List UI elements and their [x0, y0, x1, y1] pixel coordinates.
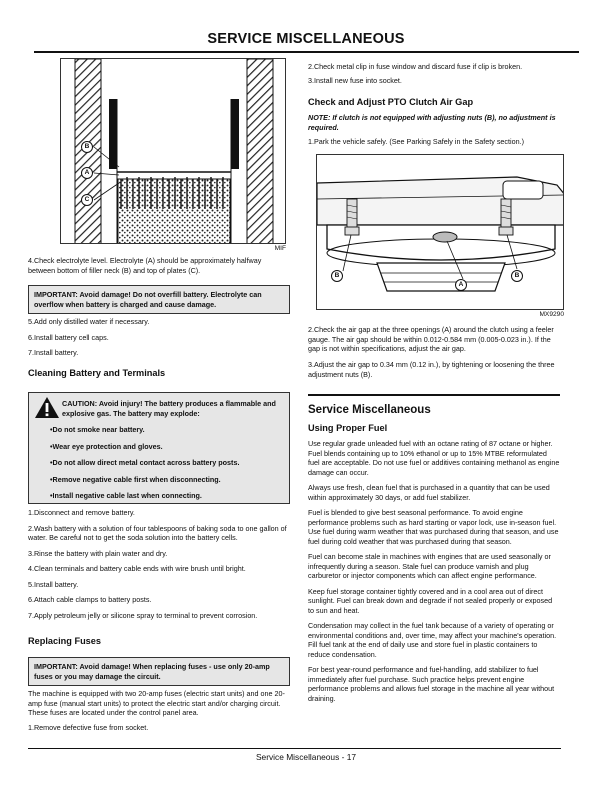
- fuel-paragraph: Fuel can become stale in machines with engines that are used seasonally or infrequently during a season. Stale fuel can produce varnish and plug carburetor or injector components which can affect engine performance.: [308, 552, 551, 580]
- battery-cell-illustration: [61, 59, 286, 244]
- clean-step: 1.Disconnect and remove battery.: [28, 508, 135, 517]
- step-6: 6.Install battery cell caps.: [28, 332, 109, 342]
- figure-id: MIF: [274, 245, 286, 252]
- clean-step: 2.Wash battery with a solution of four tablespoons of baking soda to one gallon of water. Be careful not to get the soda solution into the battery cells.: [28, 523, 287, 542]
- important-note-overfill: IMPORTANT: Avoid damage! Do not overfill battery. Electrolyte can overflow when battery is charged and cause damage.: [28, 285, 290, 314]
- fuel-heading: Using Proper Fuel: [308, 423, 388, 433]
- step-4: 4.Check electrolyte level. Electrolyte (A) should be approximately halfway between bottom of filler neck (B) and top of plates (C).: [28, 256, 262, 275]
- pto-heading: Check and Adjust PTO Clutch Air Gap: [308, 97, 474, 107]
- fuel-paragraph: Condensation may collect in the fuel tank because of a variety of operating or environmental conditions and, over time, may affect your machine's operation. Fill fuel tank at the end of daily use and store fuel in plastic containers to reduce condensation.: [308, 621, 557, 659]
- pto-step-2: 2.Check the air gap at the three openings (A) around the clutch using a feeler gauge. The air gap should be within 0.012-0.584 mm (0.005-0.023 in.). If the gap is not within specifications, adjust the air gap.: [308, 325, 554, 353]
- pto-clutch-figure: [316, 154, 564, 310]
- cleaning-steps: [28, 508, 290, 626]
- pto-step-1: 1.Park the vehicle safely. (See Parking Safely in the Safety section.): [308, 137, 524, 146]
- caution-bullet: •Remove negative cable first when disconnecting.: [50, 474, 221, 484]
- fuel-paragraph: For best year-round performance and fuel-handling, add stabilizer to fuel immediately after fuel purchase. Such practice helps prevent engine performance problems and allows fuel storage in the machine all year without draining.: [308, 665, 555, 703]
- fuse-step-3: 3.Install new fuse into socket.: [308, 76, 402, 85]
- cleaning-heading: Cleaning Battery and Terminals: [28, 368, 166, 378]
- caution-lead: [34, 399, 284, 418]
- fuses-heading: Replacing Fuses: [28, 636, 102, 646]
- callout-b-right: B: [511, 270, 523, 282]
- callout-c: C: [81, 194, 93, 206]
- fuel-section: [308, 439, 560, 709]
- page-footer: Service Miscellaneous - 17: [255, 752, 357, 762]
- clean-step: 3.Rinse the battery with plain water and dry.: [28, 548, 168, 558]
- caution-bullet: •Do not allow direct metal contact across battery posts.: [50, 458, 240, 467]
- fuel-paragraph: Fuel is blended to give best seasonal performance. To avoid engine performance problems such as hard starting or vapor lock, use in-season fuel. Use fuel during warm weather that was purchased during that season, and use fuel during cold weather that was purchased during that season.: [308, 508, 559, 546]
- battery-cell-figure: [60, 58, 286, 244]
- warning-triangle-icon: [34, 396, 60, 419]
- callout-b: B: [81, 141, 93, 153]
- caution-text: CAUTION: Avoid injury! The battery produces a flammable and explosive gas. The battery may explode:: [62, 399, 276, 418]
- clean-step: 5.Install battery.: [28, 579, 79, 589]
- caution-bullet: •Wear eye protection and gloves.: [50, 441, 163, 451]
- pto-step-3: 3.Adjust the air gap to 0.34 mm (0.12 in.), by tightening or loosening the three adjustment nuts (B).: [308, 360, 555, 379]
- important-note-fuses: IMPORTANT: Avoid damage! When replacing fuses - use only 20-amp fuses or you may damage the circuit.: [28, 657, 290, 686]
- fuel-paragraph: Keep fuel storage container tightly covered and in a cool area out of direct sunlight. Fuel can break down and degrade if not sealed properly or exposed to sun and heat.: [308, 586, 553, 615]
- fuel-paragraph: Use regular grade unleaded fuel with an octane rating of 87 octane or higher. Fuel blends containing up to 10% ethanol or up to 15% MTBE reformulated fuel are acceptable. Do not use fuel or additives containing methanol as engine damage can occur.: [308, 439, 560, 477]
- caution-bullet: •Do not smoke near battery.: [50, 425, 145, 434]
- clean-step: 6.Attach cable clamps to battery posts.: [28, 595, 152, 604]
- fuse-step-1: 1.Remove defective fuse from socket.: [28, 723, 149, 732]
- footer-rule: [28, 748, 561, 749]
- page-title: SERVICE MISCELLANEOUS: [207, 31, 405, 47]
- title-rule: [34, 51, 579, 53]
- caution-box: [28, 392, 290, 504]
- fuses-paragraph: The machine is equipped with two 20-amp fuses (electric start units) and one 20-amp fuse (manual start units) to protect the electric start and/or charging circuit. These fuses are located under the control panel area.: [28, 689, 285, 717]
- callout-a: A: [81, 167, 93, 179]
- step-5: 5.Add only distilled water if necessary.: [28, 317, 150, 326]
- caution-bullet: •Install negative cable last when connecting.: [50, 491, 202, 500]
- fuel-paragraph: Always use fresh, clean fuel that is purchased in a quantity that can be used within approximately 30 days, or add fuel stabilizer.: [308, 483, 550, 502]
- figure-id: MX9290: [539, 311, 564, 318]
- misc-heading: Service Miscellaneous: [308, 404, 431, 416]
- callout-b-left: B: [331, 270, 343, 282]
- section-rule: [308, 394, 560, 396]
- callout-a: A: [455, 279, 467, 291]
- step-7: 7.Install battery.: [28, 348, 79, 357]
- clean-step: 7.Apply petroleum jelly or silicone spray to terminal to prevent corrosion.: [28, 610, 258, 620]
- clean-step: 4.Clean terminals and battery cable ends with wire brush until bright.: [28, 564, 246, 573]
- fuse-step-2: 2.Check metal clip in fuse window and discard fuse if clip is broken.: [308, 62, 523, 71]
- battery-steps: [28, 317, 290, 364]
- pto-note: NOTE: If clutch is not equipped with adjusting nuts (B), no adjustment is required.: [308, 113, 556, 132]
- pto-clutch-illustration: [317, 155, 564, 310]
